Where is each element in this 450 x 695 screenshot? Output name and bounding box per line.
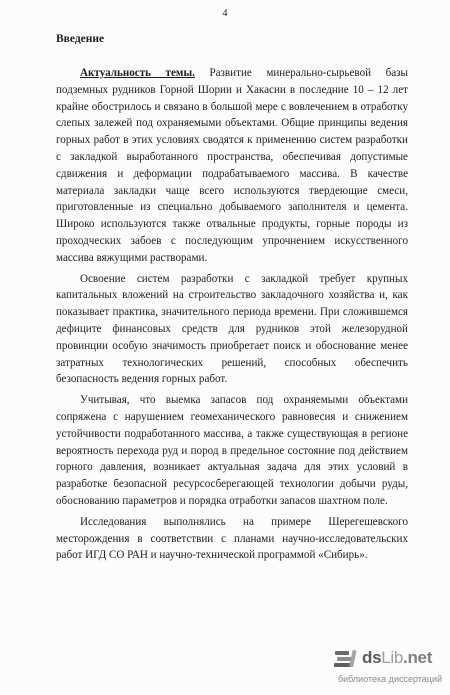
- paragraph-text: Освоение систем разработки с закладкой требует крупных капитальных вложений на строительство закладочного хозяйства и, как показывает практика, значительного периода времени. При сложившемся дефиците финансовых средств для рудников этой железорудной провинции особую значимость приобретает поиск и обоснование менее затратных технологических решений, способных обеспечить безопасность ведения горных работ.: [56, 272, 408, 386]
- watermark-caption: библиотека диссертаций: [338, 674, 443, 684]
- document-body: [56, 65, 408, 564]
- watermark-brand: [362, 648, 432, 668]
- paragraph-text: Исследования выполнялись на примере Шерегешевского месторождения в соответствии с планами научно-исследовательских работ ИГД СО РАН и научно-технической программой «Сибирь».: [56, 515, 408, 562]
- section-heading: Введение: [56, 33, 105, 45]
- paragraph-text: Развитие минерально-сырьевой базы подземных рудников Горной Шории и Хакасии в последние 10 – 12 лет крайне обострилось и связано в большой мере с вовлечением в отработку слепых залежей под охраняемыми объектами. Общие принципы ведения горных работ в этих условиях сводятся к применению систем разработки с закладкой выработанного пространства, обеспечивая допустимые сдвижения и деформации подрабатываемого массива. В качестве материала закладки чаще всего используются твердеющие смеси, приготовленные из специально добываемого заполнителя и цемента. Широко используются также отвальные продукты, горные породы из проходческих забоев с последующим упрочнением искусственного массива вяжущими растворами.: [56, 67, 408, 264]
- brand-main: ds: [362, 648, 382, 667]
- paragraph-lead: Актуальность темы.: [80, 67, 195, 79]
- paragraph-text: Учитывая, что выемка запасов под охраняемыми объектами сопряжена с нарушением геомеханического равновесия и снижением устойчивости подработанного массива, а также существующая в регионе вероятность перехода руд и пород в предельное состояние под действием горного давления, возникает актуальная задача для этих условий в разработке безопасной ресурсосберегающей технологии добычи руды, обоснованию параметров и порядка отработки запасов шахтном поле.: [56, 394, 408, 507]
- brand-tld: .net: [403, 648, 433, 667]
- watermark: [332, 647, 443, 687]
- paragraph-relevance: [56, 65, 408, 267]
- paragraph-problem: [56, 392, 408, 510]
- paragraph-research: [56, 514, 408, 564]
- page-number: 4: [222, 8, 228, 19]
- paragraph-development: [56, 271, 408, 389]
- book-stack-icon: [332, 647, 358, 673]
- brand-lib: Lib: [381, 648, 404, 667]
